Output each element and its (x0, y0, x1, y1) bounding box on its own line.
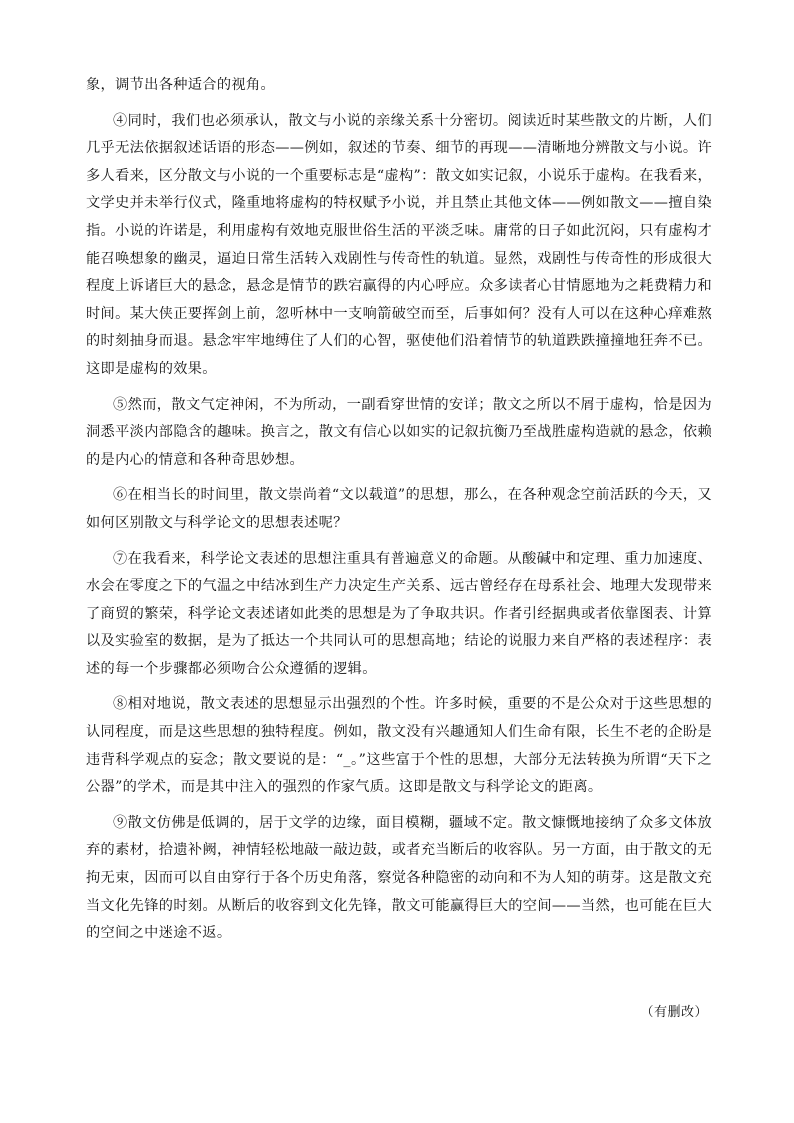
paragraph-8: ⑧相对地说，散文表述的思想显示出强烈的个性。许多时候，重要的不是公众对于这些思想的认同程度，而是这些思想的独特程度。例如，散文没有兴趣通知人们生命有限，长生不老的企盼是违背科学观点的妄念；散文要说的是：“_。”这些富于个性的思想，大部分无法转换为所谓“天下之公器”的学术，而是其中注入的强烈的作家气质。这即是散文与科学论文的距离。 (86, 696, 712, 796)
paragraph-5: ⑤然而，散文气定神闲，不为所动，一副看穿世情的安详；散文之所以不屑于虚构，恰是因为洞悉平淡内部隐含的趣味。换言之，散文有信心以如实的记叙抗衡乃至战胜虚构造就的悬念，依赖的是内心的情意和各种奇思妙想。 (86, 396, 712, 468)
source-note: （有删改） (640, 1005, 708, 1020)
paragraph-6: ⑥在相当长的时间里，散文崇尚着“文以载道”的思想，那么，在各种观念空前活跃的今天，又如何区别散文与科学论文的思想表述呢？ (86, 487, 712, 531)
paragraph-9: ⑨散文仿佛是低调的，居于文学的边缘，面目模糊，疆域不定。散文慷慨地接纳了众多文体放弃的素材，拾遗补阙，神情轻松地敲一敲边鼓，或者充当断后的收容队。另一方面，由于散文的无拘无束，因而可以自由穿行于各个历史角落，察觉各种隐密的动向和不为人知的萌芽。这是散文充当文化先锋的时刻。从断后的收容到文化先锋，散文可能赢得巨大的空间——当然，也可能在巨大的空间之中迷途不返。 (86, 814, 712, 942)
paragraph-continued: 象，调节出各种适合的视角。 (86, 77, 275, 93)
paragraph-4: ④同时，我们也必须承认，散文与小说的亲缘关系十分密切。阅读近时某些散文的片断，人们几乎无法依据叙述话语的形态——例如，叙述的节奏、细节的再现——清晰地分辨散文与小说。许多人看来，区分散文与小说的一个重要标志是“虚构”：散文如实记叙，小说乐于虚构。在我看来，文学史并未举行仪式，隆重地将虚构的特权赋予小说，并且禁止其他文体——例如散文——擅自染指。小说的许诺是，利用虚构有效地克服世俗生活的平淡乏味。庸常的日子如此沉闷，只有虚构才能召唤想象的幽灵，逼迫日常生活转入戏剧性与传奇性的轨道。显然，戏剧性与传奇性的形成很大程度上诉诸巨大的悬念，悬念是情节的跌宕赢得的内心呼应。众多读者心甘情愿地为之耗费精力和时间。某大侠正要挥剑上前，忽听林中一支响箭破空而至，后事如何？没有人可以在这种心痒难熬的时刻抽身而退。悬念牢牢地缚住了人们的心智，驱使他们沿着情节的轨道跌跌撞撞地狂奔不已。这即是虚构的效果。 (86, 112, 712, 377)
article-body (86, 72, 712, 956)
paragraph-7: ⑦在我看来，科学论文表述的思想注重具有普遍意义的命题。从酸碱中和定理、重力加速度、水会在零度之下的气温之中结冰到生产力决定生产关系、远古曾经存在母系社会、地理大发现带来了商贸的繁荣，科学论文表述诸如此类的思想是为了争取共识。作者引经据典或者依靠图表、计算以及实验室的数据，是为了抵达一个共同认可的思想高地；结论的说服力来自严格的表述程序：表述的每一个步骤都必须吻合公众遵循的逻辑。 (86, 550, 712, 677)
